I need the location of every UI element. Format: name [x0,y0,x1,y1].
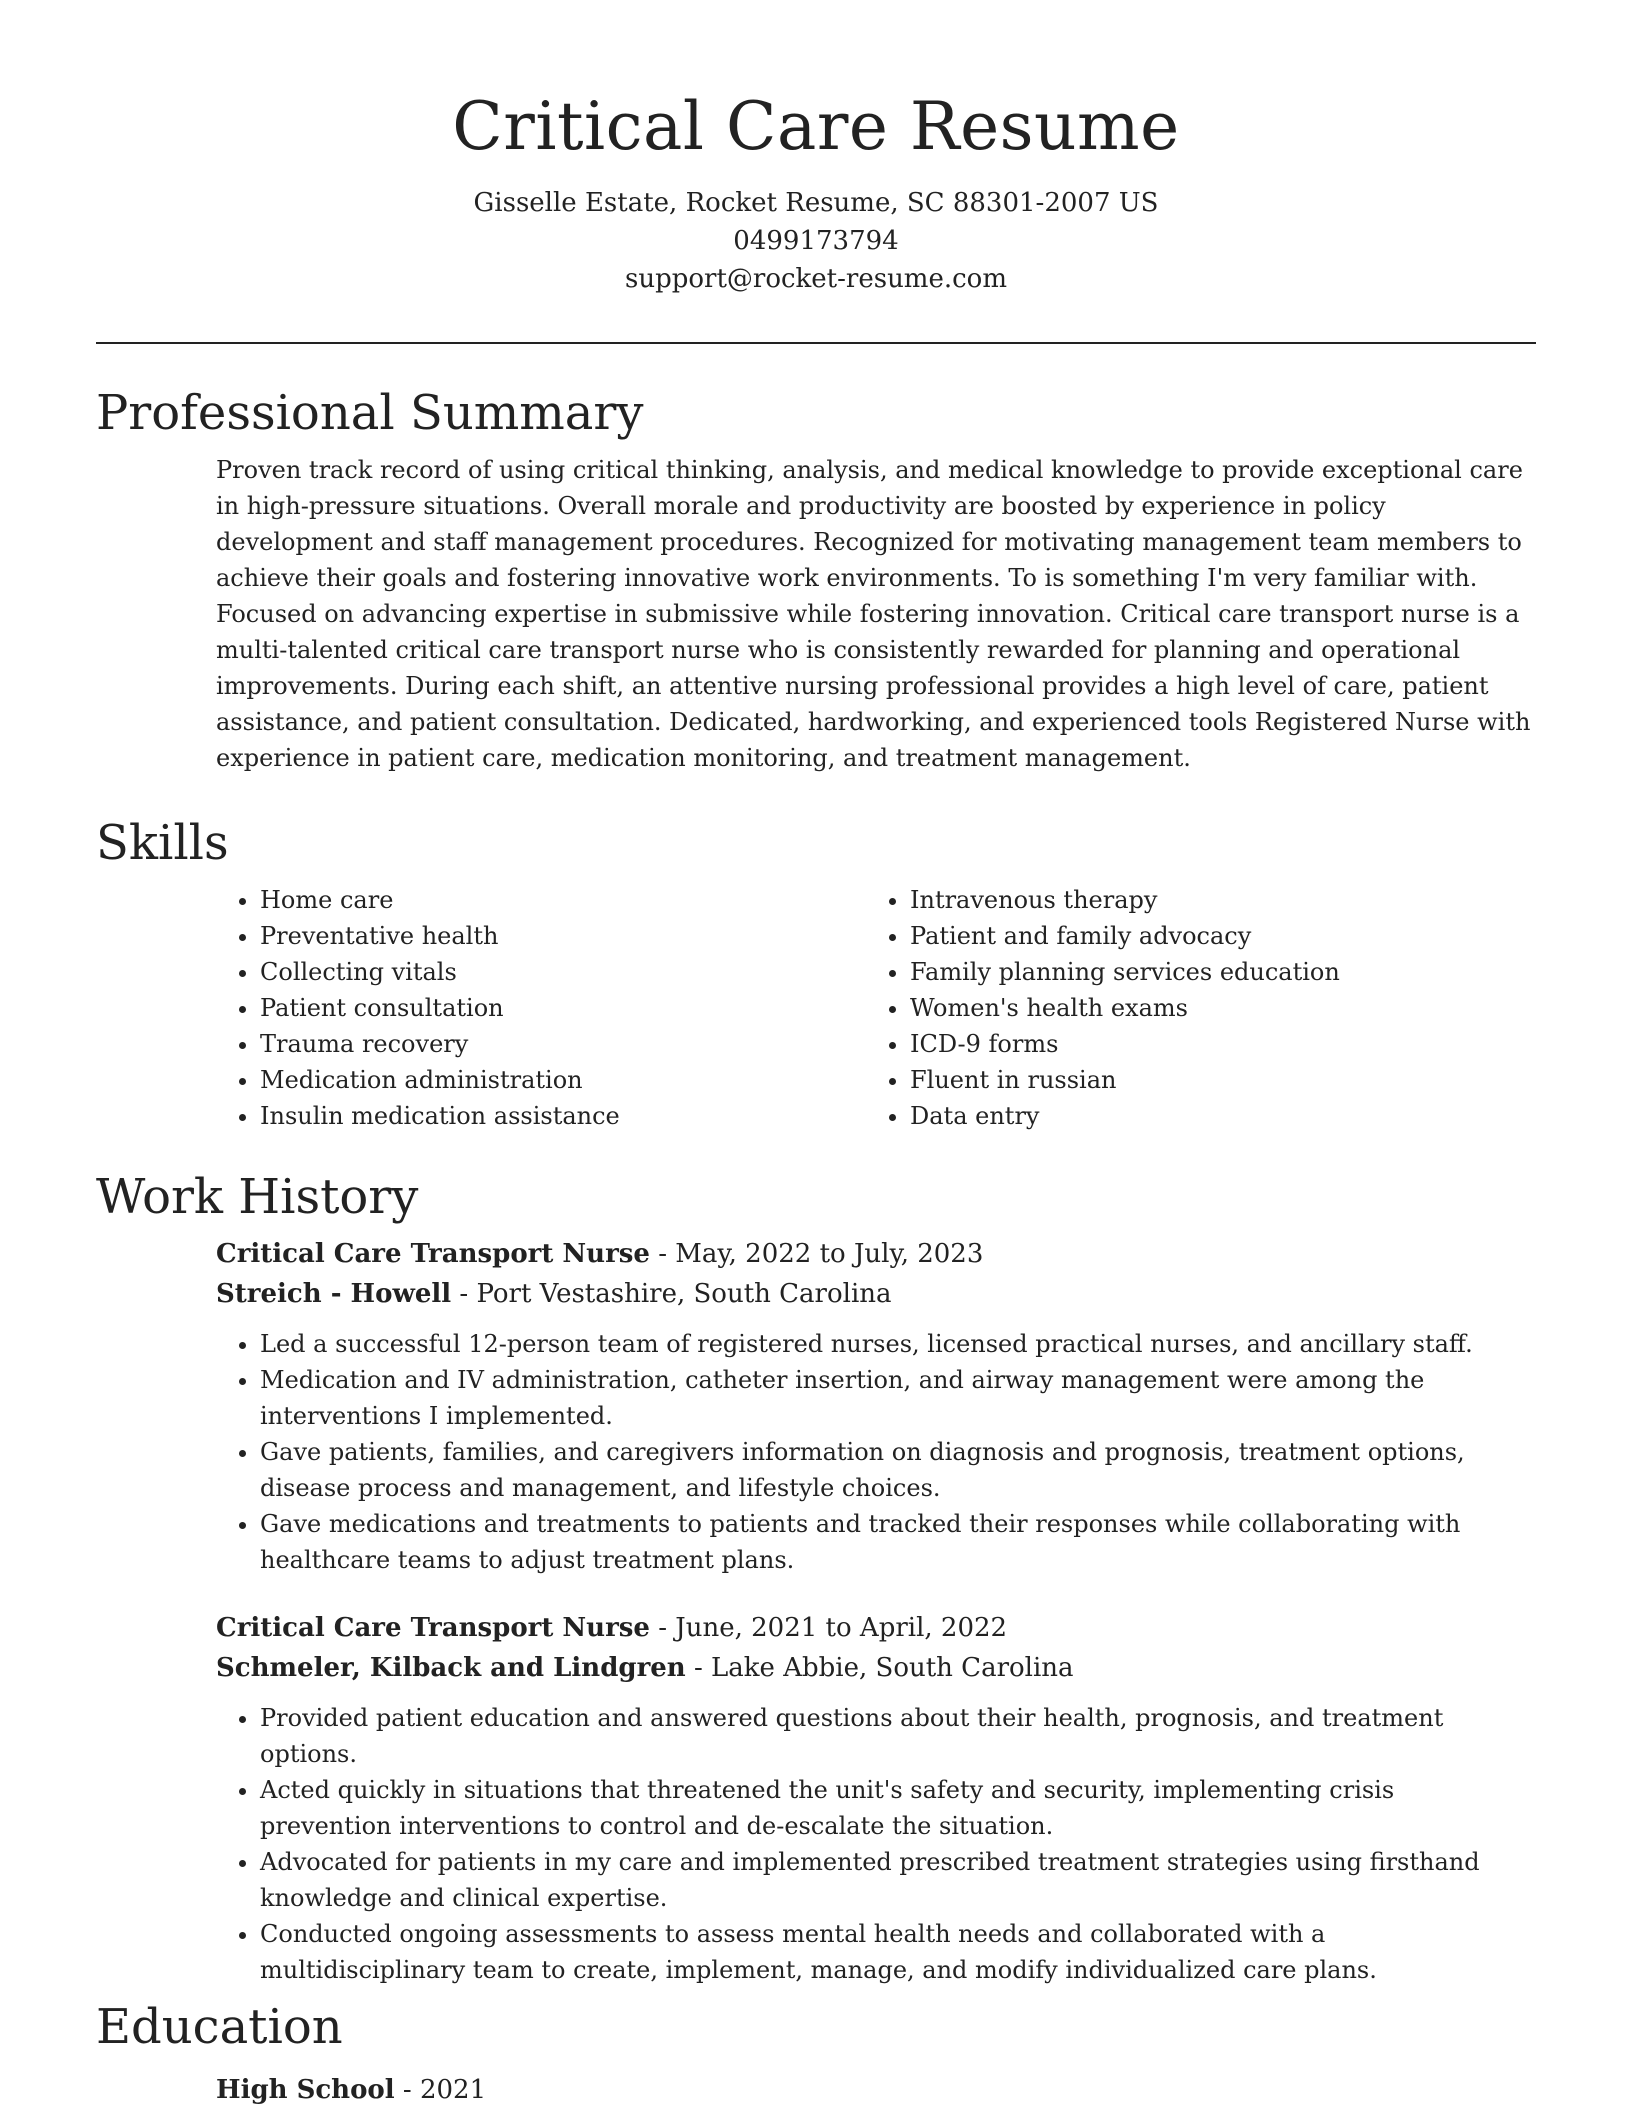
job-dates: - May, 2022 to July, 2023 [649,1239,984,1269]
skill-item: • Trauma recovery [260,1026,866,1062]
job-dates: - June, 2021 to April, 2022 [649,1613,1008,1643]
skill-item: • Insulin medication assistance [260,1098,866,1134]
job-duty-item: • Provided patient education and answered questions about their health, prognosis, and treatment options. [260,1700,1532,1772]
skills-list-left [216,882,866,1134]
job-duty-item: • Acted quickly in situations that threatened the unit's safety and security, implementing crisis prevention interventions to control and de-escalate the situation. [260,1772,1532,1844]
skill-item: • Preventative health [260,918,866,954]
job-entry [216,1234,1532,1578]
phone-text: 0499173794 [733,226,899,256]
skill-item: • Patient consultation [260,990,866,1026]
skills-list-right [866,882,1340,1134]
education-body [216,2070,1532,2110]
contact-info [0,184,1632,298]
education-degree: High School [216,2075,395,2105]
job-role: Critical Care Transport Nurse [216,1239,650,1269]
education-heading: Education [96,1999,343,2055]
skill-item: • Collecting vitals [260,954,866,990]
job-duty-item: • Gave medications and treatments to patients and tracked their responses while collaborating with healthcare teams to adjust treatment plans. [260,1506,1532,1578]
job-employer-line [216,1648,1532,1688]
skill-item: • Data entry [910,1098,1340,1134]
job-duty-item: • Gave patients, families, and caregivers information on diagnosis and prognosis, treatment options, disease process and management, and lifestyle choices. [260,1434,1532,1506]
job-duty-item: • Led a successful 12-person team of registered nurses, licensed practical nurses, and ancillary staff. [260,1326,1532,1362]
job-role: Critical Care Transport Nurse [216,1613,650,1643]
skill-item: • Women's health exams [910,990,1340,1026]
job-location: - Port Vestashire, South Carolina [451,1279,892,1309]
skill-item: • Home care [260,882,866,918]
summary-text: Proven track record of using critical thinking, analysis, and medical knowledge to provide exceptional care in high-pressure situations. Overall morale and productivity are boosted by experience in policy development and staff management procedures. Recognized for motivating management team members to achieve their goals and fostering innovative work environments. To is something I'm very familiar with. Focused on advancing expertise in submissive while fostering innovation. Critical care transport nurse is a multi-talented critical care transport nurse who is consistently rewarded for planning and operational improvements. During each shift, an attentive nursing professional provides a high level of care, patient assistance, and patient consultation. Dedicated, hardworking, and experienced tools Registered Nurse with experience in patient care, medication monitoring, and treatment management. [216,456,1531,772]
work-history-heading: Work History [96,1169,419,1225]
work-history-section [96,1166,1536,1988]
job-company: Schmeler, Kilback and Lindgren [216,1653,686,1683]
header-divider [96,342,1536,344]
job-employer-line [216,1274,1532,1314]
job-duty-item: • Medication and IV administration, catheter insertion, and airway management were among the interventions I implemented. [260,1362,1532,1434]
resume-title: Critical Care Resume [452,88,1180,165]
skills-columns [216,882,1532,1134]
job-duty-item: • Conducted ongoing assessments to assess mental health needs and collaborated with a multidisciplinary team to create, implement, manage, and modify individualized care plans. [260,1916,1532,1988]
skill-item: • Fluent in russian [910,1062,1340,1098]
education-section [96,1996,1536,2110]
job-company: Streich - Howell [216,1279,452,1309]
summary-body [216,452,1532,776]
education-entry [216,2070,1532,2110]
job-duties-list [216,1700,1532,1988]
address-text: Gisselle Estate, Rocket Resume, SC 88301-2007 US [473,188,1159,218]
skills-heading: Skills [96,815,229,871]
skills-section [96,812,1536,1134]
job-duty-item: • Advocated for patients in my care and implemented prescribed treatment strategies using firsthand knowledge and clinical expertise. [260,1844,1532,1916]
job-duties-list [216,1326,1532,1578]
resume-header [0,0,1632,298]
summary-section [96,382,1536,776]
summary-heading: Professional Summary [96,385,644,441]
skill-item: • ICD-9 forms [910,1026,1340,1062]
skill-item: • Intravenous therapy [910,882,1340,918]
work-history-body [216,1234,1532,1988]
skill-item: • Patient and family advocacy [910,918,1340,954]
education-year: - 2021 [394,2075,487,2105]
job-title-line [216,1234,1532,1274]
skill-item: • Family planning services education [910,954,1340,990]
job-entry [216,1608,1532,1988]
job-title-line [216,1608,1532,1648]
skill-item: • Medication administration [260,1062,866,1098]
job-location: - Lake Abbie, South Carolina [685,1653,1074,1683]
email-text: support@rocket-resume.com [624,264,1007,294]
